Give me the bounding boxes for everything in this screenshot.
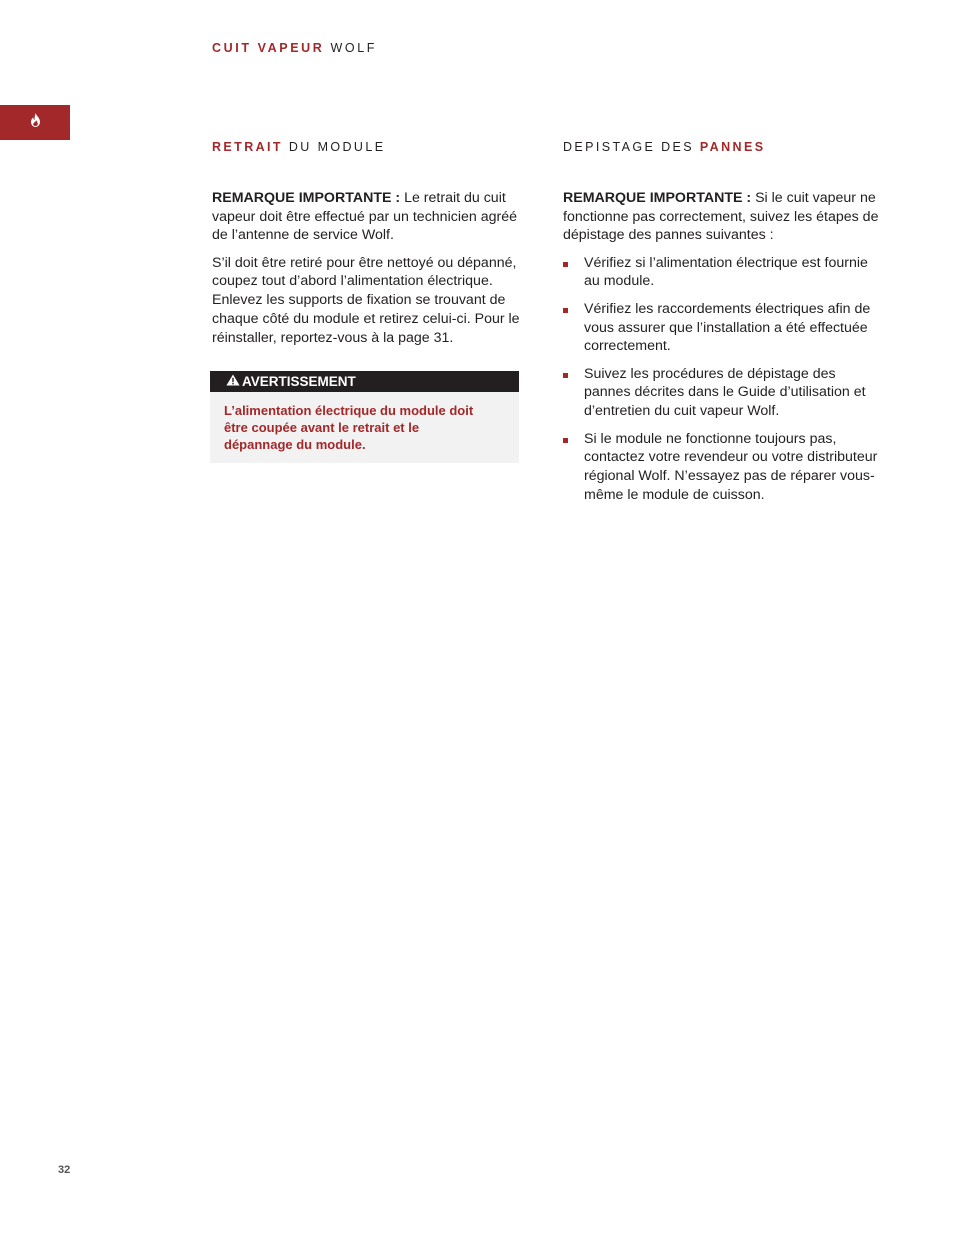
troubleshooting-note-label: REMARQUE IMPORTANTE : [563, 189, 752, 206]
list-item [563, 300, 881, 356]
list-item-text: Vérifiez les raccordements électriques afin de vous assurer que l’installation a été effectuée correctement. [584, 300, 871, 355]
troubleshooting-list [563, 254, 881, 505]
flame-icon [30, 113, 41, 132]
troubleshooting-section-title [563, 138, 881, 157]
header-title-rest: WOLF [330, 41, 377, 55]
removal-section [212, 138, 522, 463]
removal-title-rest: DU MODULE [288, 140, 386, 154]
troubleshooting-note [563, 189, 881, 245]
removal-paragraph: S’il doit être retiré pour être nettoyé ou dépanné, coupez tout d’abord l’alimentation électrique. Enlevez les supports de fixation se trouvant de chaque côté du module et retirez celui-ci. Pour le réinstaller, reportez-vous à la page 31. [212, 254, 520, 346]
list-item [563, 365, 881, 421]
troubleshooting-section [563, 138, 881, 513]
removal-note-text: Le retrait du cuit vapeur doit être effectué par un technicien agréé de l’antenne de service Wolf. [212, 189, 517, 244]
warning-header [210, 371, 519, 392]
list-item-text: Si le module ne fonctionne toujours pas, contactez votre revendeur ou votre distributeur régional Wolf. N’essayez pas de réparer vous-même le module de cuisson. [584, 430, 878, 503]
warning-label: AVERTISSEMENT [242, 373, 356, 389]
list-item [563, 430, 881, 505]
removal-note-label: REMARQUE IMPORTANTE : [212, 189, 401, 206]
header-title-accent: CUIT VAPEUR [212, 41, 325, 55]
removal-title-accent: RETRAIT [212, 140, 283, 154]
bullet-square-icon [563, 438, 568, 443]
troubleshooting-title-rest: DEPISTAGE DES [563, 140, 694, 154]
bullet-square-icon [563, 373, 568, 378]
list-item-text: Vérifiez si l’alimentation électrique est fournie au module. [584, 254, 868, 290]
running-header [212, 41, 377, 55]
section-tab [0, 105, 70, 140]
bullet-square-icon [563, 262, 568, 267]
troubleshooting-note-text: Si le cuit vapeur ne fonctionne pas correctement, suivez les étapes de dépistage des pannes suivantes : [563, 189, 879, 244]
page-number: 32 [58, 1164, 71, 1176]
warning-text: L’alimentation électrique du module doit être coupée avant le retrait et le dépannage du module. [210, 392, 519, 464]
removal-section-title [212, 138, 522, 157]
list-item-text: Suivez les procédures de dépistage des pannes décrites dans le Guide d’utilisation et d’entretien du cuit vapeur Wolf. [584, 365, 866, 420]
warning-triangle-icon [226, 371, 242, 392]
list-item [563, 254, 881, 292]
troubleshooting-title-accent: PANNES [699, 140, 766, 154]
removal-note [212, 189, 522, 245]
warning-box [210, 371, 519, 464]
bullet-square-icon [563, 308, 568, 313]
